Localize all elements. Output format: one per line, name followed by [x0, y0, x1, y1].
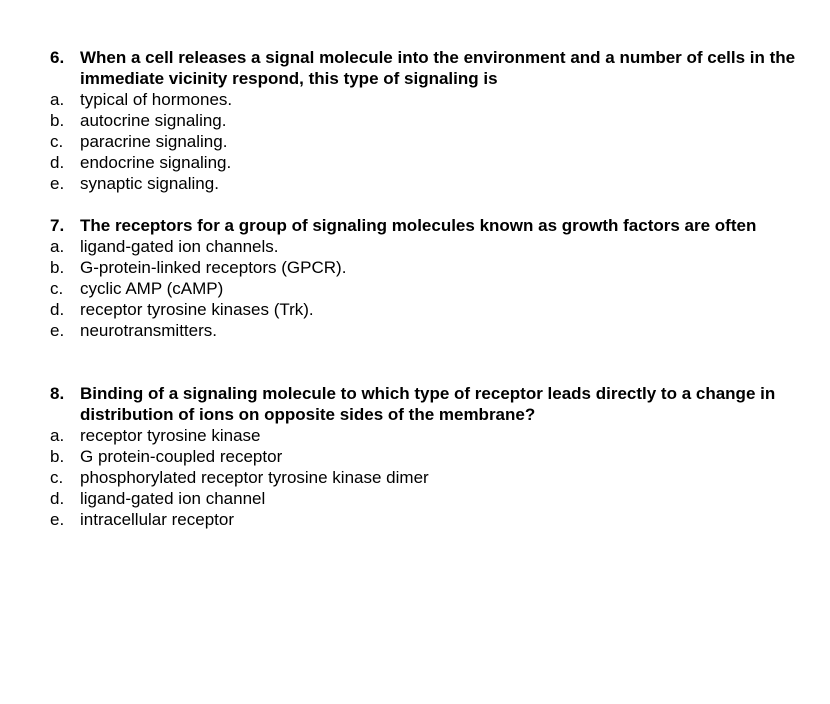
option-letter: c.	[50, 468, 64, 487]
question-stem	[50, 47, 810, 89]
option-a	[50, 236, 810, 257]
option-letter: e.	[50, 174, 65, 193]
option-b	[50, 257, 810, 278]
option-text: typical of hormones.	[80, 90, 233, 109]
option-d	[50, 299, 810, 320]
option-letter: a.	[50, 237, 65, 256]
option-letter: a.	[50, 90, 65, 109]
question-number: 8.	[50, 384, 65, 403]
question-number: 7.	[50, 216, 65, 235]
option-e	[50, 320, 810, 341]
option-letter: e.	[50, 321, 65, 340]
option-b	[50, 110, 810, 131]
option-e	[50, 173, 810, 194]
option-text: G-protein-linked receptors (GPCR).	[80, 258, 347, 277]
option-text: ligand-gated ion channel	[80, 489, 266, 508]
question-text: Binding of a signaling molecule to which type of receptor leads directly to a change in distribution of ions on opposite sides of the membrane?	[80, 384, 776, 424]
option-text: G protein-coupled receptor	[80, 447, 283, 466]
question-stem	[50, 383, 810, 425]
option-b	[50, 446, 810, 467]
option-e	[50, 509, 810, 530]
option-text: synaptic signaling.	[80, 174, 219, 193]
option-a	[50, 89, 810, 110]
option-text: ligand-gated ion channels.	[80, 237, 279, 256]
option-letter: d.	[50, 300, 65, 319]
option-letter: c.	[50, 279, 64, 298]
question-6	[50, 47, 810, 194]
option-text: receptor tyrosine kinases (Trk).	[80, 300, 314, 319]
option-letter: e.	[50, 510, 65, 529]
question-8	[50, 383, 810, 530]
question-text: The receptors for a group of signaling molecules known as growth factors are often	[80, 216, 757, 235]
option-text: autocrine signaling.	[80, 111, 227, 130]
option-text: phosphorylated receptor tyrosine kinase dimer	[80, 468, 429, 487]
option-letter: d.	[50, 489, 65, 508]
question-text: When a cell releases a signal molecule into the environment and a number of cells in the immediate vicinity respond, this type of signaling is	[80, 48, 796, 88]
question-number: 6.	[50, 48, 65, 67]
option-letter: b.	[50, 258, 65, 277]
option-letter: b.	[50, 111, 65, 130]
option-text: paracrine signaling.	[80, 132, 228, 151]
option-text: neurotransmitters.	[80, 321, 217, 340]
option-text: cyclic AMP (cAMP)	[80, 279, 224, 298]
option-text: endocrine signaling.	[80, 153, 232, 172]
option-letter: c.	[50, 132, 64, 151]
option-a	[50, 425, 810, 446]
option-letter: d.	[50, 153, 65, 172]
option-text: receptor tyrosine kinase	[80, 426, 261, 445]
option-letter: a.	[50, 426, 65, 445]
option-d	[50, 488, 810, 509]
option-c	[50, 278, 810, 299]
question-7	[50, 215, 810, 341]
question-stem	[50, 215, 810, 236]
option-c	[50, 131, 810, 152]
option-d	[50, 152, 810, 173]
option-letter: b.	[50, 447, 65, 466]
option-text: intracellular receptor	[80, 510, 235, 529]
option-c	[50, 467, 810, 488]
